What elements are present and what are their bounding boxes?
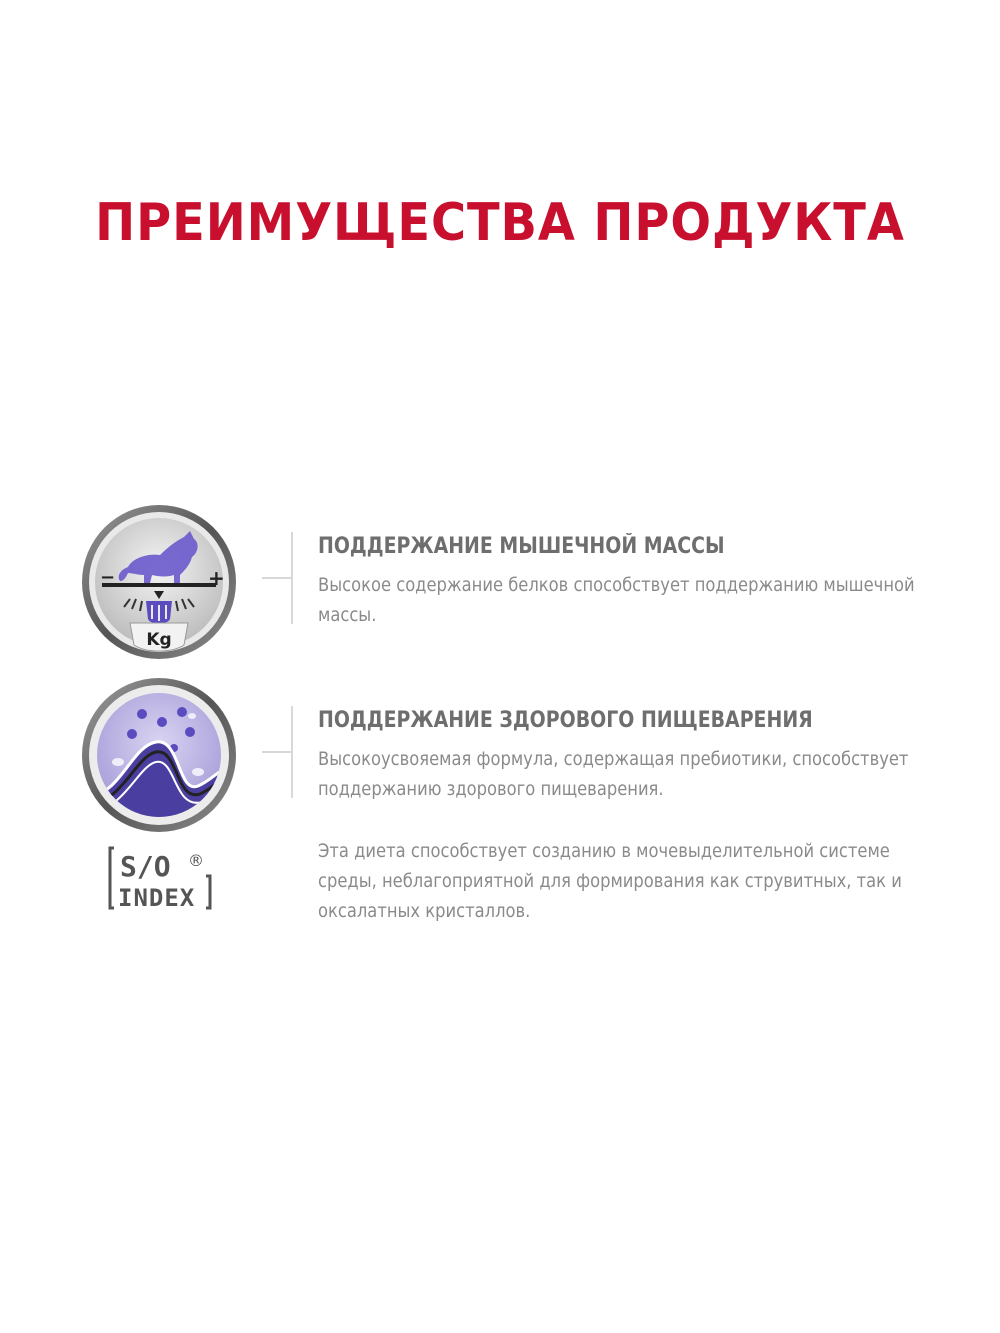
so-index-icon [108,846,212,910]
divider-horizontal [262,751,292,753]
benefit-text-muscle: Высокое содержание белков способствует поддержанию мышечной массы. [318,574,915,626]
plus-sign: + [208,566,225,590]
so-index-description: Эта диета способствует созданию в мочевыделительной системе среды, неблагоприятной для формирования как струвитных, так и оксалатных кристаллов. [318,840,902,922]
so-text: S/O [120,850,171,883]
index-text: INDEX [118,884,196,910]
benefit-title-digestion: ПОДДЕРЖАНИЕ ЗДОРОВОГО ПИЩЕВАРЕНИЯ [318,708,813,733]
muscle-mass-cat-scale-icon [80,503,238,661]
page-title: ПРЕИМУЩЕСТВА ПРОДУКТА [95,193,905,253]
benefit-text-digestion: Высокоусвояемая формула, содержащая пребиотики, способствует поддержанию здорового пищеварения. [318,748,909,800]
benefit-title-muscle: ПОДДЕРЖАНИЕ МЫШЕЧНОЙ МАССЫ [318,534,725,559]
kg-label: Kg [146,630,172,650]
minus-sign: − [100,567,116,588]
divider-horizontal [262,577,292,579]
digestion-intestine-icon [80,676,238,834]
registered-mark: ® [188,851,204,870]
